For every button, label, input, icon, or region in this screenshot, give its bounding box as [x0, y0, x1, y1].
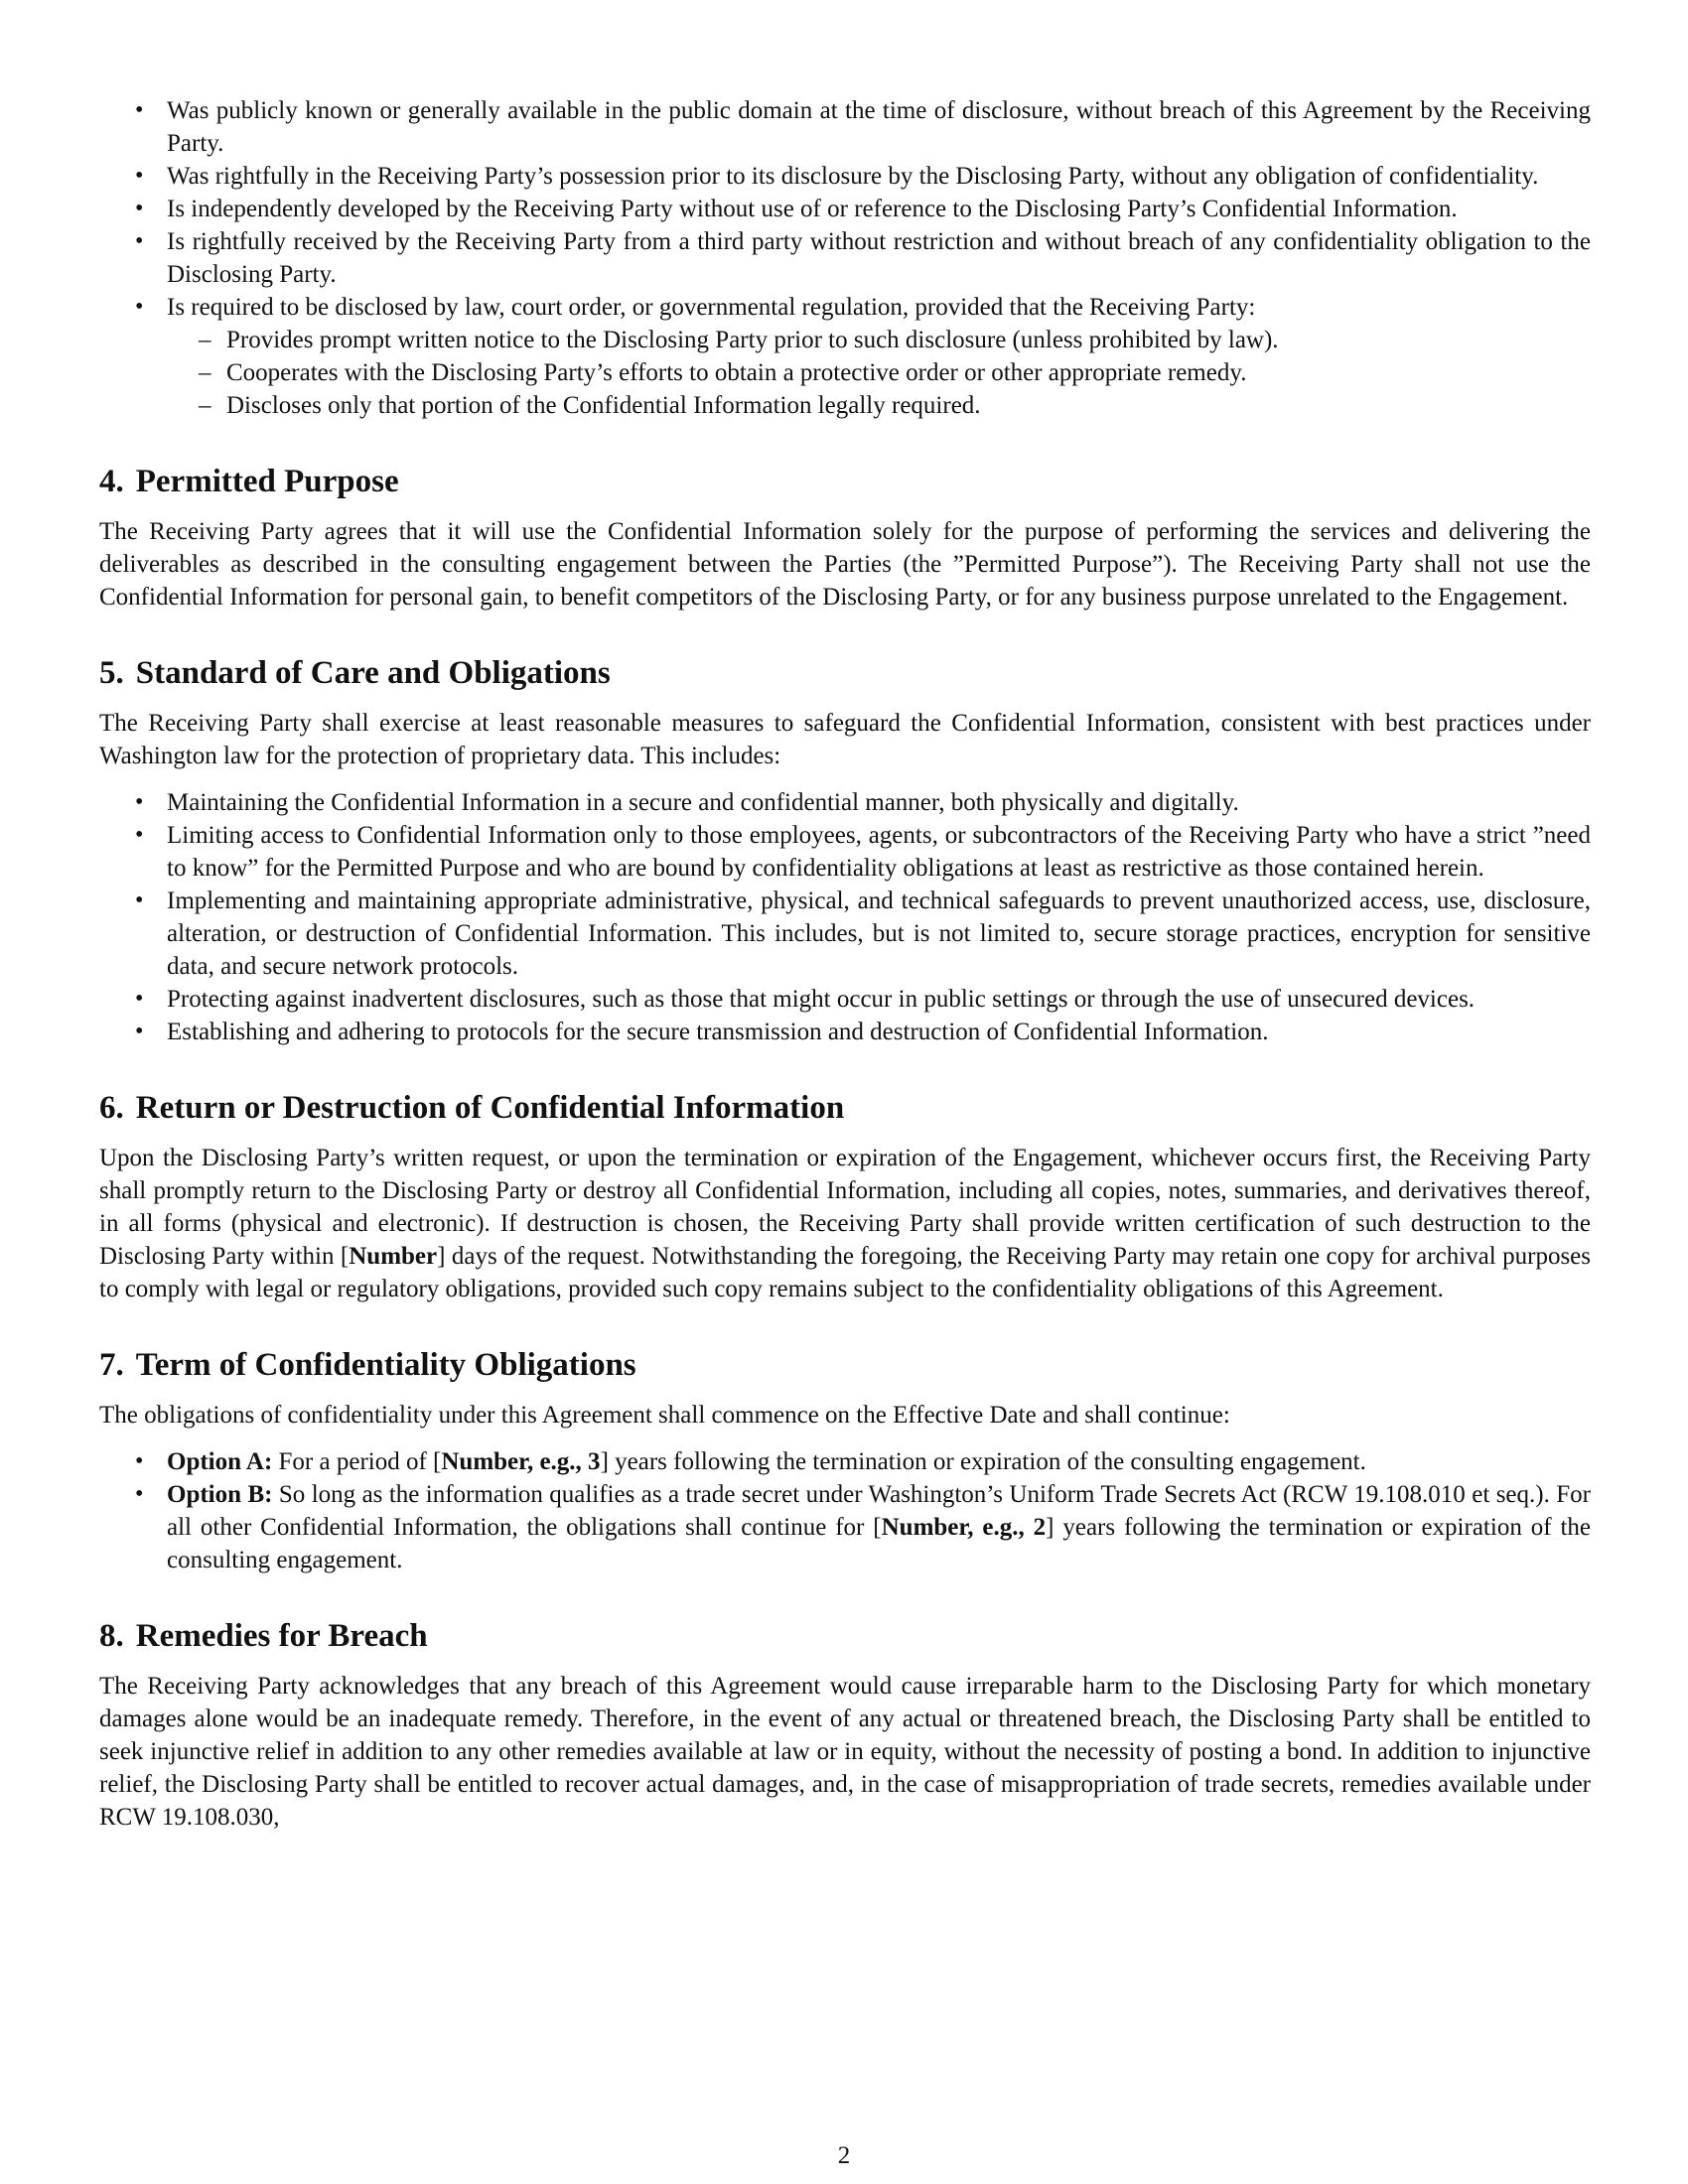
body-text: For a period of [	[272, 1448, 442, 1475]
section-body: The Receiving Party agrees that it will use the Confidential Information solely for the purpose of performing the services and delivering the deliverables as described in the consulting engagement between the Parties (the ”Permitted Purpose”). The Receiving Party shall not use the Confidential Information for personal gain, to benefit competitors of the Disclosing Party, or for any business purpose unrelated to the Engagement.	[99, 518, 1591, 611]
list-item: • Was publicly known or generally available in the public domain at the time of disclosure, without breach of this Agreement by the Receiving Party.	[99, 94, 1591, 160]
list-item: • Is independently developed by the Receiving Party without use of or reference to the Disclosing Party’s Confidential Information.	[99, 193, 1591, 225]
list-item-text: Is required to be disclosed by law, court order, or governmental regulation, provided that the Receiving Party:	[167, 294, 1256, 321]
section-title: Return or Destruction of Confidential Information	[135, 1090, 845, 1126]
list-item: • Is rightfully received by the Receiving Party from a third party without restriction and without breach of any confidentiality obligation to the Disclosing Party.	[99, 225, 1591, 291]
body-text: Upon the Disclosing Party’s written request, or upon the termination or expiration of the Engagement, whichever occurs first, the Receiving Party shall promptly return to the Disclosing Party or destroy all Confidential Information, including all copies, notes, summaries, and derivatives thereof, in all forms (physical and electronic). If destruction is chosen, the Receiving Party shall provide written certification of such destruction to the Disclosing Party within [	[99, 1145, 1591, 1270]
body-text: ] days of the request. Notwithstanding the foregoing, the Receiving Party may retain one copy for archival purposes to comply with legal or regulatory obligations, provided such copy remains subject to the confidentiality obligations of this Agreement.	[99, 1243, 1591, 1302]
page-number: 2	[837, 2142, 851, 2169]
section-title: Permitted Purpose	[135, 464, 399, 499]
option-label: Option B:	[167, 1481, 273, 1508]
section-body: The Receiving Party shall exercise at least reasonable measures to safeguard the Confidential Information, consistent with best practices under Washington law for the protection of proprietary data. This includes:	[99, 710, 1591, 769]
list-item	[99, 291, 1591, 422]
list-item: • Establishing and adhering to protocols for the secure transmission and destruction of Confidential Information.	[99, 1016, 1591, 1048]
body-text: ] years following the termination or expiration of the consulting engagement.	[600, 1448, 1366, 1475]
exclusions-list	[99, 94, 1591, 422]
list-item: • Maintaining the Confidential Information in a secure and confidential manner, both physically and digitally.	[99, 786, 1591, 819]
section-number: 4.	[99, 464, 124, 499]
term-options-list	[99, 1445, 1591, 1576]
disclosure-conditions-list	[167, 324, 1591, 422]
placeholder-number: Number, e.g., 3	[441, 1448, 601, 1475]
list-item: • Was rightfully in the Receiving Party’s possession prior to its disclosure by the Disclosing Party, without any obligation of confidentiality.	[99, 160, 1591, 193]
section-title: Term of Confidentiality Obligations	[135, 1347, 636, 1383]
section-heading-permitted-purpose	[99, 462, 1591, 501]
obligations-list	[99, 786, 1591, 1048]
section-heading-term	[99, 1345, 1591, 1385]
body-text: So long as the information qualifies as a trade secret under Washington’s Uniform Trade Secrets Act (RCW 19.108.010 et seq.). For all other Confidential Information, the obligations shall continue for [	[167, 1481, 1591, 1541]
section-body: The obligations of confidentiality under this Agreement shall commence on the Effective Date and shall continue:	[99, 1402, 1230, 1429]
section-number: 6.	[99, 1090, 124, 1126]
option-label: Option A:	[167, 1448, 273, 1475]
placeholder-number: Number	[349, 1243, 438, 1270]
section-title: Remedies for Breach	[135, 1618, 428, 1654]
list-item: • Limiting access to Confidential Information only to those employees, agents, or subcontractors of the Receiving Party who have a strict ”need to know” for the Permitted Purpose and who are bound by confidentiality obligations at least as restrictive as those contained herein.	[99, 819, 1591, 885]
document-page	[99, 94, 1591, 1834]
list-item: • Protecting against inadvertent disclosures, such as those that might occur in public settings or through the use of unsecured devices.	[99, 983, 1591, 1016]
sub-list-item: – Provides prompt written notice to the Disclosing Party prior to such disclosure (unless prohibited by law).	[167, 324, 1591, 356]
option-b-item	[99, 1478, 1591, 1576]
section-heading-return-destruction	[99, 1088, 1591, 1128]
section-body	[99, 1142, 1591, 1305]
section-title: Standard of Care and Obligations	[135, 655, 611, 691]
sub-list-item: – Cooperates with the Disclosing Party’s efforts to obtain a protective order or other appropriate remedy.	[167, 356, 1591, 389]
section-number: 5.	[99, 655, 124, 691]
section-body: The Receiving Party acknowledges that any breach of this Agreement would cause irreparable harm to the Disclosing Party for which monetary damages alone would be an inadequate remedy. Therefore, in the event of any actual or threatened breach, the Disclosing Party shall be entitled to seek injunctive relief in addition to any other remedies available at law or in equity, without the necessity of posting a bond. In addition to injunctive relief, the Disclosing Party shall be entitled to recover actual damages, and, in the case of misappropriation of trade secrets, remedies available under RCW 19.108.030,	[99, 1673, 1591, 1831]
section-heading-remedies	[99, 1616, 1591, 1656]
section-number: 8.	[99, 1618, 124, 1654]
body-text: ] years following the termination or expiration of the consulting engagement.	[167, 1514, 1592, 1573]
list-item: • Implementing and maintaining appropriate administrative, physical, and technical safeguards to prevent unauthorized access, use, disclosure, alteration, or destruction of Confidential Information. This includes, but is not limited to, secure storage practices, encryption for sensitive data, and secure network protocols.	[99, 885, 1591, 983]
sub-list-item: – Discloses only that portion of the Confidential Information legally required.	[167, 389, 1591, 422]
section-number: 7.	[99, 1347, 124, 1383]
section-heading-standard-of-care	[99, 653, 1591, 693]
option-a-item	[99, 1445, 1591, 1478]
placeholder-number: Number, e.g., 2	[881, 1514, 1047, 1541]
